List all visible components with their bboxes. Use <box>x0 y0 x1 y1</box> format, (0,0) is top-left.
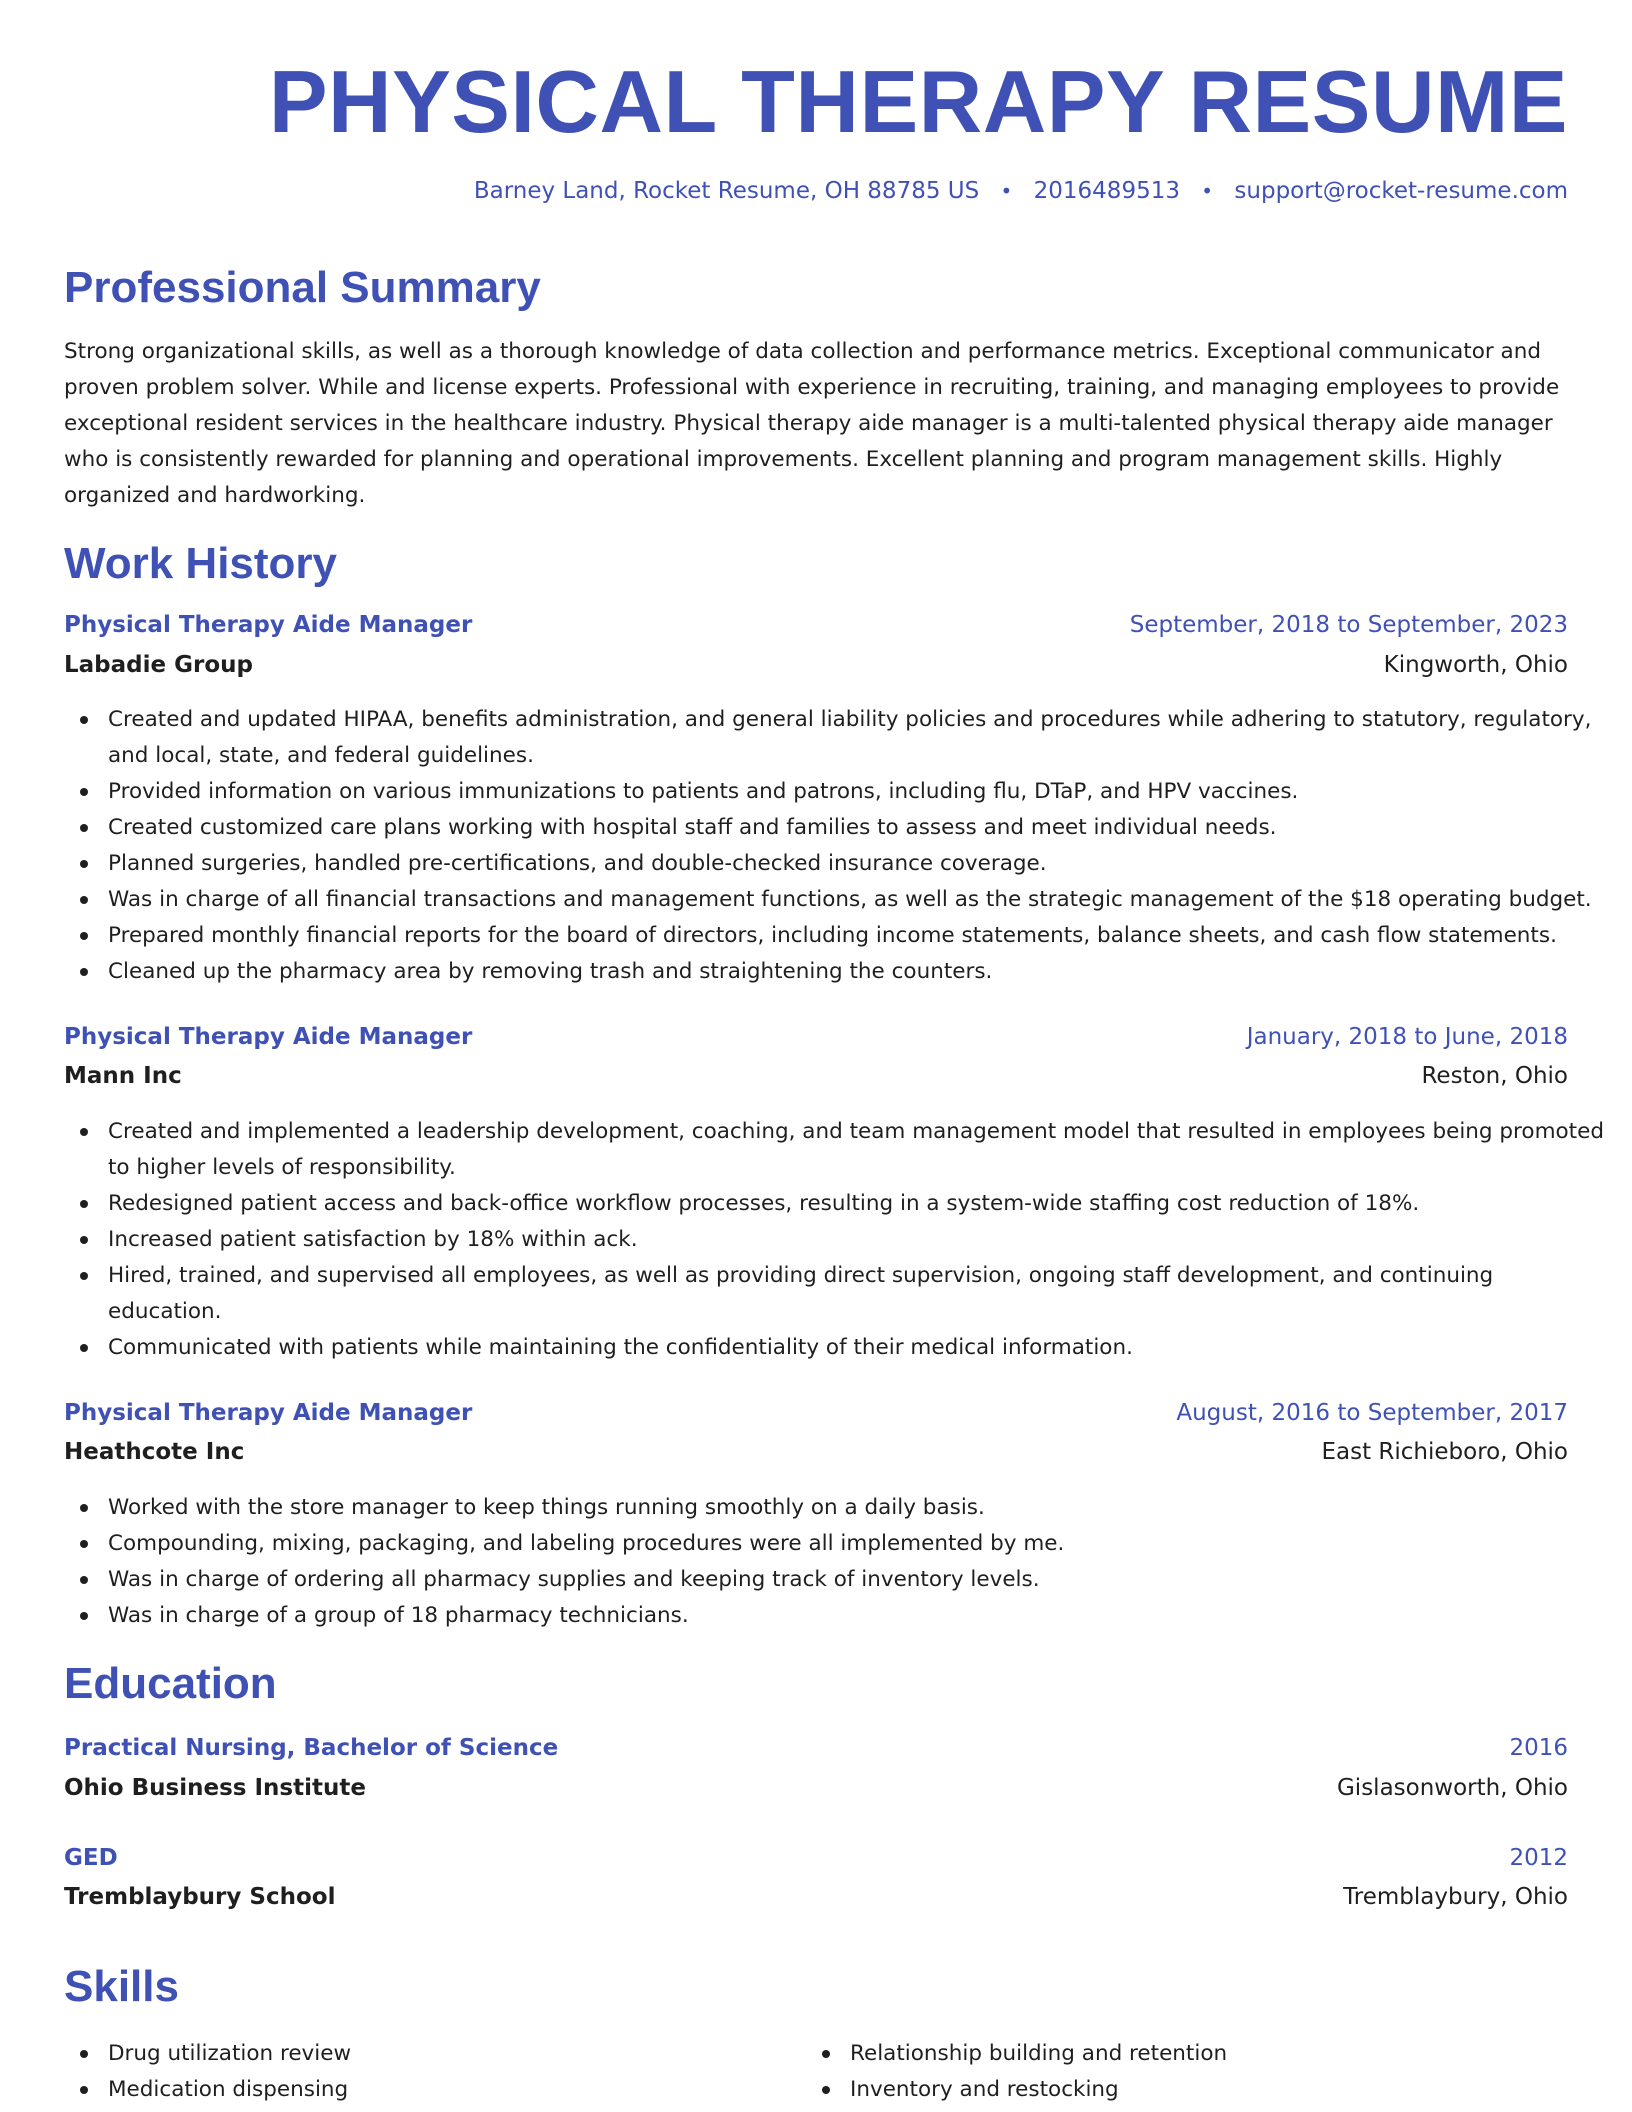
job-3-header <box>64 1400 1568 1426</box>
education-school: Ohio Business Institute <box>64 1775 366 1801</box>
list-item: Relationship building and retention <box>850 2036 1550 2072</box>
job-role: Physical Therapy Aide Manager <box>64 1400 473 1426</box>
education-year: 2016 <box>1509 1735 1568 1761</box>
education-location: Tremblaybury, Ohio <box>1343 1884 1568 1910</box>
list-item: Communicated with patients while maintaining the confidentiality of their medical information. <box>108 1330 1612 1366</box>
resume-title: PHYSICAL THERAPY RESUME <box>268 52 1568 151</box>
job-role: Physical Therapy Aide Manager <box>64 612 473 638</box>
skills-heading: Skills <box>64 1962 179 2011</box>
education-year: 2012 <box>1509 1845 1568 1871</box>
education-1-header <box>64 1735 1568 1761</box>
education-degree: Practical Nursing, Bachelor of Science <box>64 1735 559 1761</box>
list-item: Hired, trained, and supervised all employees, as well as providing direct supervision, ongoing staff development, and continuing education. <box>108 1258 1612 1330</box>
education-degree: GED <box>64 1845 118 1871</box>
education-1-school <box>64 1775 1568 1801</box>
job-dates: January, 2018 to June, 2018 <box>1246 1024 1568 1050</box>
education-location: Gislasonworth, Ohio <box>1336 1775 1568 1801</box>
list-item: Planned surgeries, handled pre-certifications, and double-checked insurance coverage. <box>108 846 1612 882</box>
job-role: Physical Therapy Aide Manager <box>64 1024 473 1050</box>
education-2-school <box>64 1884 1568 1910</box>
contact-separator: • <box>1000 179 1013 203</box>
work-history-heading: Work History <box>64 539 338 588</box>
job-1-bullets <box>64 702 1612 990</box>
job-dates: August, 2016 to September, 2017 <box>1176 1400 1568 1426</box>
contact-phone: 2016489513 <box>1033 178 1180 204</box>
skills-list-left <box>64 2036 808 2108</box>
education-school: Tremblaybury School <box>64 1884 336 1910</box>
job-3-bullets <box>64 1490 1612 1634</box>
job-company: Mann Inc <box>64 1063 182 1089</box>
job-dates: September, 2018 to September, 2023 <box>1129 612 1568 638</box>
list-item: Medication dispensing <box>108 2072 808 2108</box>
contact-line <box>474 178 1568 204</box>
job-1-header <box>64 612 1568 638</box>
job-location: Reston, Ohio <box>1421 1063 1568 1089</box>
job-2-bullets <box>64 1114 1612 1366</box>
job-1-org <box>64 652 1568 678</box>
contact-address: Barney Land, Rocket Resume, OH 88785 US <box>473 178 980 204</box>
list-item: Inventory and restocking <box>850 2072 1550 2108</box>
job-company: Heathcote Inc <box>64 1439 245 1465</box>
list-item: Created and implemented a leadership development, coaching, and team management model that resulted in employees being promoted to higher levels of responsibility. <box>108 1114 1612 1186</box>
list-item: Was in charge of ordering all pharmacy supplies and keeping track of inventory levels. <box>108 1562 1612 1598</box>
list-item: Cleaned up the pharmacy area by removing trash and straightening the counters. <box>108 954 1612 990</box>
contact-email: support@rocket-resume.com <box>1234 178 1568 204</box>
education-heading: Education <box>64 1659 277 1708</box>
job-3-org <box>64 1439 1568 1465</box>
education-2-header <box>64 1845 1568 1871</box>
list-item: Compounding, mixing, packaging, and labeling procedures were all implemented by me. <box>108 1526 1612 1562</box>
list-item: Created customized care plans working with hospital staff and families to assess and meet individual needs. <box>108 810 1612 846</box>
list-item: Was in charge of all financial transactions and management functions, as well as the strategic management of the $18 operating budget. <box>108 882 1612 918</box>
job-location: East Richieboro, Ohio <box>1321 1439 1568 1465</box>
list-item: Provided information on various immunizations to patients and patrons, including flu, DTaP, and HPV vaccines. <box>108 774 1612 810</box>
list-item: Drug utilization review <box>108 2036 808 2072</box>
job-2-header <box>64 1024 1568 1050</box>
list-item: Prepared monthly financial reports for the board of directors, including income statements, balance sheets, and cash flow statements. <box>108 918 1612 954</box>
job-location: Kingworth, Ohio <box>1383 652 1568 678</box>
list-item: Was in charge of a group of 18 pharmacy technicians. <box>108 1598 1612 1634</box>
job-company: Labadie Group <box>64 652 253 678</box>
summary-text: Strong organizational skills, as well as a thorough knowledge of data collection and performance metrics. Exceptional communicator and proven problem solver. While and license experts. Professional with experience in recruiting, training, and managing employees to provide exceptional resident services in the healthcare industry. Physical therapy aide manager is a multi-talented physical therapy aide manager who is consistently rewarded for planning and operational improvements. Excellent planning and program management skills. Highly organized and hardworking. <box>64 339 1560 508</box>
list-item: Worked with the store manager to keep things running smoothly on a daily basis. <box>108 1490 1612 1526</box>
list-item: Redesigned patient access and back-office workflow processes, resulting in a system-wide staffing cost reduction of 18%. <box>108 1186 1612 1222</box>
job-2-org <box>64 1063 1568 1089</box>
summary-heading: Professional Summary <box>64 263 541 312</box>
skills-list-right <box>806 2036 1550 2108</box>
list-item: Increased patient satisfaction by 18% within ack. <box>108 1222 1612 1258</box>
list-item: Created and updated HIPAA, benefits administration, and general liability policies and procedures while adhering to statutory, regulatory, and local, state, and federal guidelines. <box>108 702 1612 774</box>
contact-separator: • <box>1201 179 1214 203</box>
